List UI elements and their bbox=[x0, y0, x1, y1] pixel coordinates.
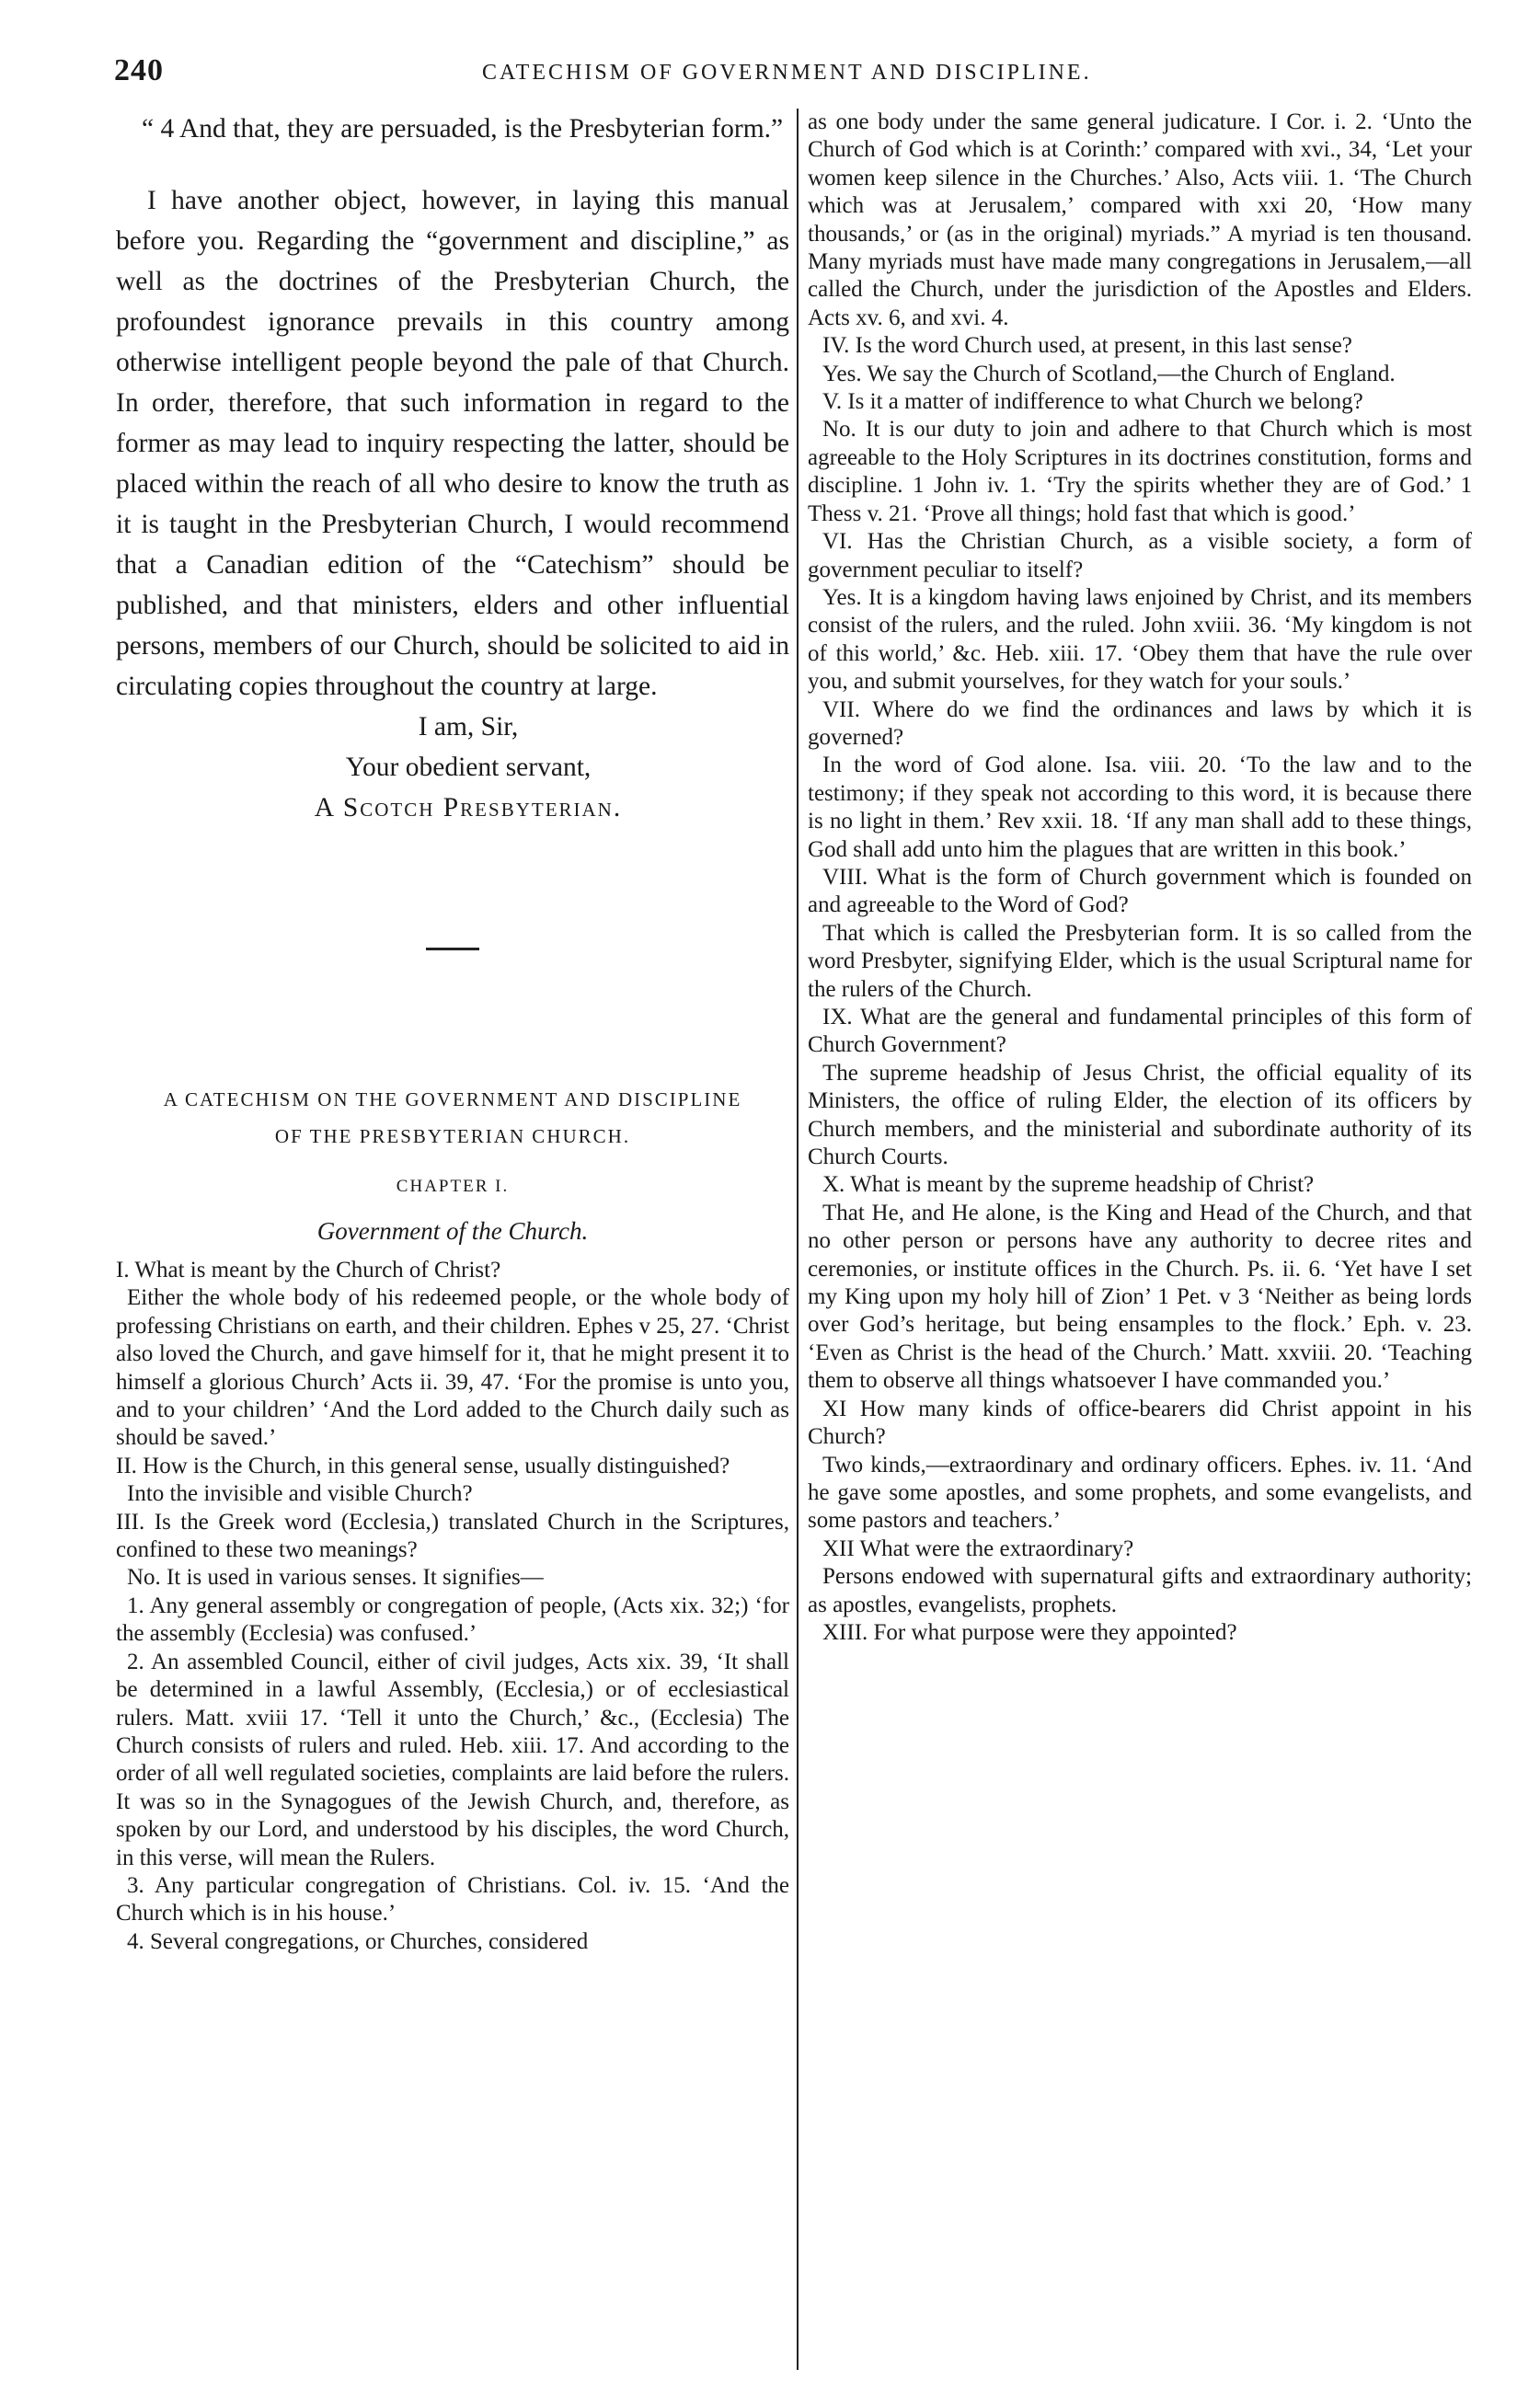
catechism-paragraph: VIII. What is the form of Church government which is founded on and agreeable to the Word of God? bbox=[808, 864, 1472, 918]
page-header bbox=[114, 53, 1494, 94]
letter-paragraph: “ 4 And that, they are persuaded, is the Presbyterian form.” bbox=[142, 114, 784, 144]
catechism-title bbox=[116, 1081, 789, 1155]
letter-signature: A Scotch Presbyterian. bbox=[314, 793, 623, 822]
catechism-paragraph: Yes. It is a kingdom having laws enjoined by Christ, and its members consist of the rulers, and the ruled. John xviii. 36. ‘My kingdom is not of this world,’ &c. Heb. xiii. 17. ‘Obey them that have the rule over you, and submit yourselves, for they watch for your souls.’ bbox=[808, 584, 1472, 695]
catechism-paragraph: 1. Any general assembly or congregation of people, (Acts xix. 32;) ‘for the assembly (Ecclesia) was confused.’ bbox=[116, 1593, 789, 1647]
catechism-paragraph: XI How many kinds of office-bearers did Christ appoint in his Church? bbox=[808, 1396, 1472, 1450]
catechism-paragraph: In the word of God alone. Isa. viii. 20. ‘To the law and to the testimony; if they speak not according to this word, it is because there is no light in them.’ Rev xxii. 18. ‘If any man shall add to these things, God shall add unto him the plagues that are written in this book.’ bbox=[808, 753, 1472, 862]
catechism-paragraph: as one body under the same general judicature. I Cor. i. 2. ‘Unto the Church of God which is at Corinth:’ compared with xvi., 34, ‘Let your women keep silence in the Churches.’ Also, Acts viii. 1. ‘The Church which was at Jerusalem,’ compared with xxi 20, ‘How many thousands,’ or (as in the original) myriads.” A myriad is ten thousand. Many myriads must have made many congregations in Jerusalem,—all called the Church, under the jurisdiction of the Apostles and Elders. Acts xv. 6, and xvi. 4. bbox=[808, 109, 1472, 330]
left-column bbox=[116, 109, 789, 1956]
catechism-paragraph: Into the invisible and visible Church? bbox=[127, 1481, 473, 1507]
letter-paragraph: I have another object, however, in laying this manual before you. Regarding the “government and discipline,” as well as the doctrines of the Presbyterian Church, the profoundest ignorance prevails in this country among otherwise intelligent people beyond the pale of that Church. In order, therefore, that such information in regard to the former as may lead to inquiry respecting the latter, should be placed within the reach of all who desire to know the truth as it is taught in the Presbyterian Church, I would recommend that a Canadian edition of the “Catechism” should be published, and that ministers, elders and other influential persons, members of our Church, should be solicited to aid in circulating copies throughout the country at large. bbox=[116, 186, 789, 701]
catechism-paragraph: II. How is the Church, in this general sense, usually distinguished? bbox=[116, 1453, 730, 1478]
catechism-paragraph: I. What is meant by the Church of Christ? bbox=[116, 1258, 501, 1282]
letter-closing-2: Your obedient servant, bbox=[345, 753, 592, 782]
catechism-title-line-1: A CATECHISM ON THE GOVERNMENT AND DISCIPLINE bbox=[163, 1088, 742, 1110]
running-head: CATECHISM OF GOVERNMENT AND DISCIPLINE. bbox=[482, 61, 1092, 85]
catechism-paragraph: III. Is the Greek word (Ecclesia,) translated Church in the Scriptures, confined to these two meanings? bbox=[116, 1509, 789, 1563]
catechism-paragraph: 4. Several congregations, or Churches, considered bbox=[127, 1928, 589, 1954]
catechism-paragraph: XIII. For what purpose were they appointed? bbox=[822, 1619, 1237, 1645]
catechism-paragraph: XII What were the extraordinary? bbox=[822, 1535, 1134, 1561]
catechism-paragraph: No. It is used in various senses. It signifies— bbox=[127, 1565, 544, 1591]
page-number: 240 bbox=[114, 53, 164, 87]
catechism-paragraph: That which is called the Presbyterian form. It is so called from the word Presbyter, signifying Elder, which is the usual Scriptural name for the rulers of the Church. bbox=[808, 920, 1472, 1002]
chapter-heading: CHAPTER I. bbox=[396, 1177, 510, 1196]
chapter-title: Government of the Church. bbox=[316, 1217, 589, 1245]
letter-section bbox=[116, 109, 789, 828]
catechism-left-text bbox=[116, 1257, 789, 1956]
catechism-paragraph: IX. What are the general and fundamental principles of this form of Church Government? bbox=[808, 1005, 1472, 1058]
catechism-paragraph: Two kinds,—extraordinary and ordinary officers. Ephes. iv. 11. ‘And he gave some apostles, and some prophets, and some evangelists, and some pastors and teachers.’ bbox=[808, 1452, 1472, 1534]
catechism-paragraph: 2. An assembled Council, either of civil judges, Acts xix. 39, ‘It shall be determined in a lawful Assembly, (Ecclesia,) or of ecclesiastical rulers. Matt. xviii 17. ‘Tell it unto the Church,’ &c., (Ecclesia) The Church consists of rulers and ruled. Heb. xiii. 17. And according to the order of all well regulated societies, complaints are laid before the rulers. It was so in the Synagogues of the Jewish Church, and, therefore, as spoken by our Lord, and understood by his disciples, the word Church, in this verse, will mean the Rulers. bbox=[116, 1649, 789, 1870]
catechism-paragraph: That He, and He alone, is the King and Head of the Church, and that no other person or persons have any authority to decree rites and ceremonies, or institute offices in the Church. Ps. ii. 6. ‘Yet have I set my King upon my holy hill of Zion’ 1 Pet. v 3 ‘Neither as being lords over God’s heritage, but being ensamples to the flock.’ Eph. v. 23. ‘Even as Christ is the head of the Church.’ Matt. xxviii. 20. ‘Teaching them to observe all things whatsoever I have commanded you.’ bbox=[808, 1200, 1472, 1394]
catechism-paragraph: VI. Has the Christian Church, as a visible society, a form of government peculiar to itself? bbox=[808, 529, 1472, 582]
column-divider bbox=[797, 109, 799, 2370]
section-separator bbox=[426, 948, 479, 950]
catechism-paragraph: X. What is meant by the supreme headship of Christ? bbox=[822, 1172, 1315, 1198]
catechism-paragraph: Persons endowed with supernatural gifts and extraordinary authority; as apostles, evangelists, prophets. bbox=[808, 1564, 1472, 1617]
catechism-paragraph: Yes. We say the Church of Scotland,—the Church of England. bbox=[822, 361, 1396, 386]
catechism-paragraph: VII. Where do we find the ordinances and laws by which it is governed? bbox=[808, 696, 1472, 750]
catechism-paragraph: IV. Is the word Church used, at present, in this last sense? bbox=[822, 333, 1352, 359]
catechism-title-line-2: OF THE PRESBYTERIAN CHURCH. bbox=[274, 1125, 631, 1147]
catechism-paragraph: 3. Any particular congregation of Christians. Col. iv. 15. ‘And the Church which is in his house.’ bbox=[116, 1872, 789, 1926]
catechism-paragraph: The supreme headship of Jesus Christ, the official equality of its Ministers, the office of ruling Elder, the election of its officers by Church members, and the ministerial and subordinate authority of its Church Courts. bbox=[808, 1060, 1472, 1170]
catechism-paragraph: Either the whole body of his redeemed people, or the whole body of professing Christians on earth, and their children. Ephes v 25, 27. ‘Christ also loved the Church, and gave himself for it, that he might present it to himself a glorious Church’ Acts ii. 39, 47. ‘For the promise is unto you, and to your children’ ‘And the Lord added to the Church daily such as should be saved.’ bbox=[116, 1285, 789, 1451]
catechism-paragraph: No. It is our duty to join and adhere to that Church which is most agreeable to the Holy Scriptures in its doctrines constitution, forms and discipline. 1 John iv. 1. ‘Try the spirits whether they are of God.’ 1 Thess v. 21. ‘Prove all things; hold fast that which is good.’ bbox=[808, 417, 1472, 526]
right-column bbox=[808, 109, 1472, 1647]
letter-closing: I am, Sir, bbox=[418, 712, 519, 742]
catechism-paragraph: V. Is it a matter of indifference to what Church we belong? bbox=[822, 389, 1363, 415]
